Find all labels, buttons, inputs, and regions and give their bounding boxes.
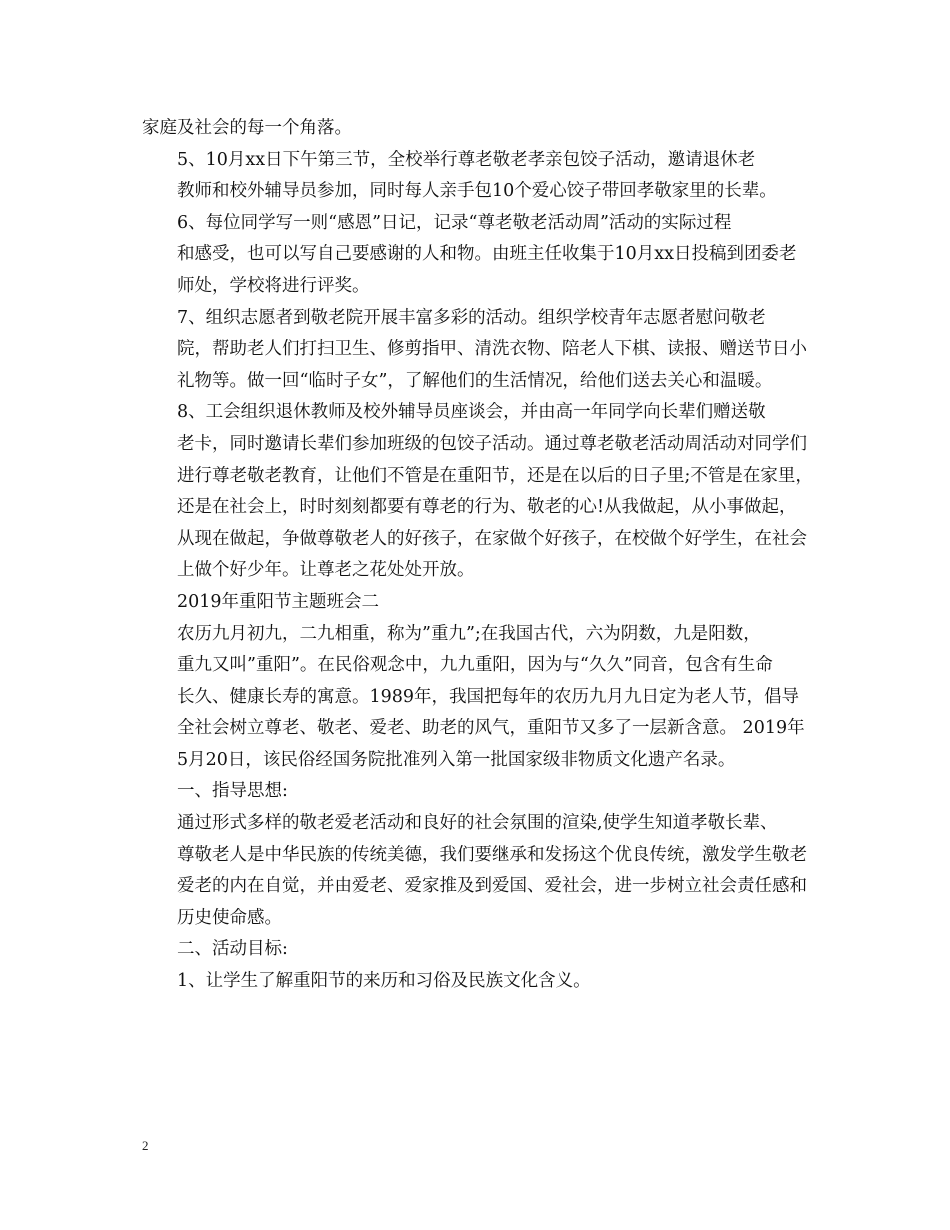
paragraph [142,113,814,145]
text-line: 家庭及社会的每一个角落。 [142,118,352,138]
text-line: 爱老的内在自觉，并由爱老、爱家推及到爱国、爱社会，进一步树立社会责任感和 [177,876,807,897]
text-line: 从现在做起，争做尊敬老人的好孩子，在家做个好孩子，在校做个好学生，在社会 [177,528,807,549]
text-line: 一、指导思想: [177,781,288,802]
paragraph [142,619,814,777]
text-line: 长久、健康长寿的寓意。1989年，我国把每年的农历九月九日定为老人节，倡导 [177,686,800,707]
document-body [142,113,814,998]
text-line: 1、让学生了解重阳节的来历和习俗及民族文化含义。 [177,971,591,992]
text-line: 农历九月初九，二九相重，称为”重九”;在我国古代，六为阴数，九是阳数， [177,623,761,644]
text-line: 历史使命感。 [177,907,282,928]
text-line: 通过形式多样的敬老爱老活动和良好的社会氛围的渲染,使学生知道孝敬长辈、 [177,813,778,834]
text-line: 老卡，同时邀请长辈们参加班级的包饺子活动。通过尊老敬老活动周活动对同学们 [177,433,807,454]
text-line: 上做个好少年。让尊老之花处处开放。 [177,560,475,581]
text-line: 重九又叫”重阳”。在民俗观念中，九九重阳，因为与“久久”同音，包含有生命 [177,655,773,676]
text-line: 教师和校外辅导员参加，同时每人亲手包10个爱心饺子带回孝敬家里的长辈。 [177,181,777,202]
text-line: 还是在社会上，时时刻刻都要有尊老的行为、敬老的心!从我做起，从小事做起， [177,497,797,518]
paragraph [142,808,814,934]
paragraph [142,776,814,808]
paragraph [142,303,814,398]
paragraph [142,145,814,208]
text-line: 全社会树立尊老、敬老、爱老、助老的风气，重阳节又多了一层新含意。 2019年 [177,718,805,739]
paragraph [142,587,814,619]
text-line: 进行尊老敬老教育，让他们不管是在重阳节，还是在以后的日子里;不管是在家里， [177,465,813,486]
paragraph [142,397,814,587]
text-line: 2019年重阳节主题班会二 [177,591,380,612]
text-line: 尊敬老人是中华民族的传统美德，我们要继承和发扬这个优良传统，激发学生敬老 [177,844,807,865]
text-line: 师处，学校将进行评奖。 [177,275,370,296]
text-line: 礼物等。做一回“临时子女”，了解他们的生活情况，给他们送去关心和温暖。 [177,370,773,391]
text-line: 8、工会组织退休教师及校外辅导员座谈会，并由高一年同学向长辈们赠送敬 [177,402,766,423]
text-line: 5、10月xx日下午第三节，全校举行尊老敬老孝亲包饺子活动，邀请退休老 [177,149,756,170]
paragraph [142,966,814,998]
paragraph [142,934,814,966]
text-line: 和感受，也可以写自己要感谢的人和物。由班主任收集于10月xx日投稿到团委老 [177,244,797,265]
text-line: 5月20日，该民俗经国务院批准列入第一批国家级非物质文化遗产名录。 [177,749,736,770]
text-line: 6、每位同学写一则“感恩”日记，记录“尊老敬老活动周”活动的实际过程 [177,212,732,233]
text-line: 二、活动目标: [177,939,288,960]
text-line: 7、组织志愿者到敬老院开展丰富多彩的活动。组织学校青年志愿者慰问敬老 [177,307,766,328]
text-line: 院，帮助老人们打扫卫生、修剪指甲、清洗衣物、陪老人下棋、读报、赠送节日小 [177,339,807,360]
page-number: 2 [142,1138,149,1153]
paragraph [142,208,814,303]
